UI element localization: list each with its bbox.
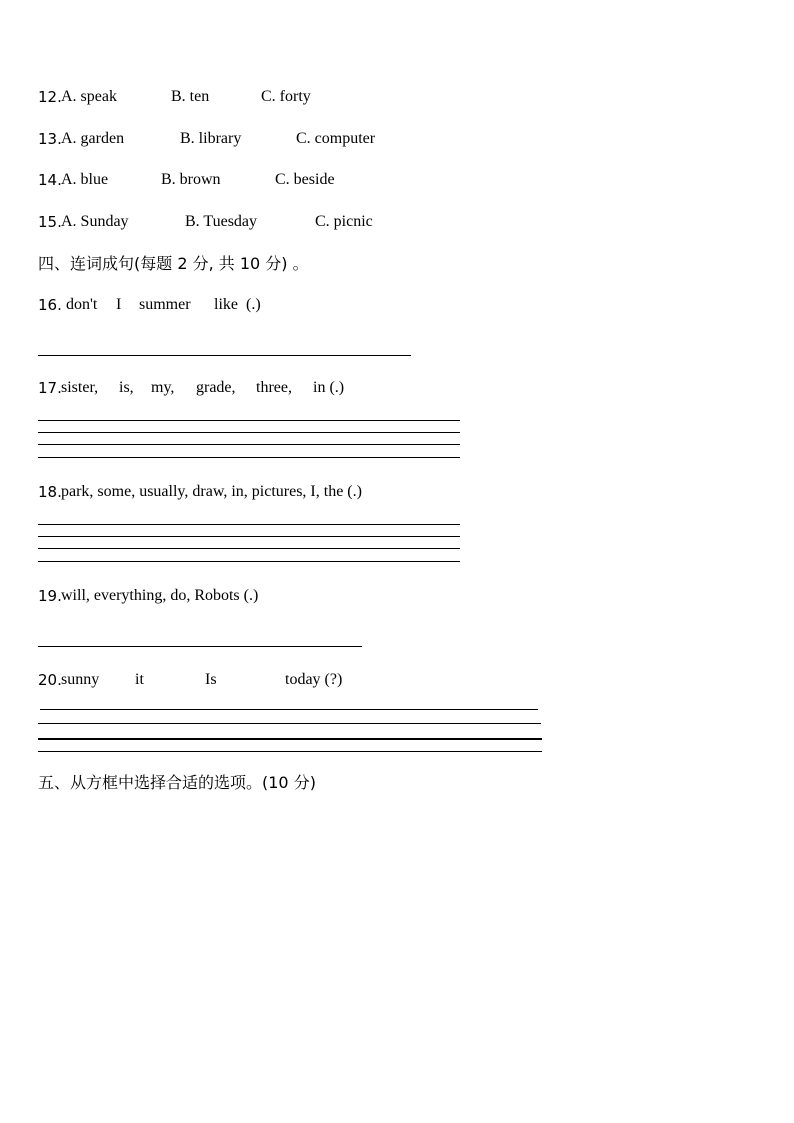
option-a: A. blue — [61, 171, 109, 188]
answer-line[interactable] — [38, 548, 460, 549]
question-number: 16. — [38, 296, 62, 314]
question-number: 14. — [38, 171, 62, 189]
word: in (.) — [313, 379, 345, 396]
option-a: A. Sunday — [61, 213, 129, 230]
option-b: B. library — [180, 130, 242, 147]
question-number: 19. — [38, 587, 62, 605]
answer-line[interactable] — [38, 561, 460, 562]
option-c: C. computer — [296, 130, 376, 147]
answer-line[interactable] — [38, 355, 411, 356]
word: today (?) — [285, 671, 343, 688]
question-number: 18. — [38, 483, 62, 501]
answer-line[interactable] — [38, 444, 460, 445]
word: it — [135, 671, 144, 688]
answer-line[interactable] — [38, 432, 460, 433]
word: my, — [151, 379, 175, 396]
question-number: 12. — [38, 88, 62, 106]
word: I — [116, 296, 122, 313]
question-number: 17. — [38, 379, 62, 397]
option-a: A. speak — [61, 88, 117, 105]
word: don't — [66, 296, 98, 313]
section-4-title: 四、连词成句(每题 2 分, 共 10 分) 。 — [38, 254, 309, 273]
option-b: B. brown — [161, 171, 221, 188]
word: like — [214, 296, 238, 313]
answer-line[interactable] — [40, 709, 538, 710]
word: park, some, usually, draw, in, pictures, I, the (.) — [61, 483, 362, 500]
word: sunny — [61, 671, 100, 688]
word: summer — [139, 296, 191, 313]
word: Is — [205, 671, 217, 688]
option-b: B. Tuesday — [185, 213, 258, 230]
word: three, — [256, 379, 292, 396]
word: is, — [119, 379, 134, 396]
word: grade, — [196, 379, 236, 396]
answer-line[interactable] — [38, 751, 542, 752]
answer-line[interactable] — [38, 738, 542, 740]
option-c: C. forty — [261, 88, 311, 105]
answer-line[interactable] — [38, 420, 460, 421]
option-a: A. garden — [61, 130, 125, 147]
option-c: C. beside — [275, 171, 335, 188]
section-5-title: 五、从方框中选择合适的选项。(10 分) — [38, 773, 316, 792]
answer-line[interactable] — [38, 536, 460, 537]
word: sister, — [61, 379, 99, 396]
question-number: 20. — [38, 671, 62, 689]
answer-line[interactable] — [38, 457, 460, 458]
question-number: 13. — [38, 130, 62, 148]
answer-line[interactable] — [38, 723, 541, 724]
word: will, everything, do, Robots (.) — [61, 587, 259, 604]
option-c: C. picnic — [315, 213, 373, 230]
answer-line[interactable] — [38, 646, 362, 647]
word: (.) — [246, 296, 261, 313]
option-b: B. ten — [171, 88, 210, 105]
question-number: 15. — [38, 213, 62, 231]
answer-line[interactable] — [38, 524, 460, 525]
